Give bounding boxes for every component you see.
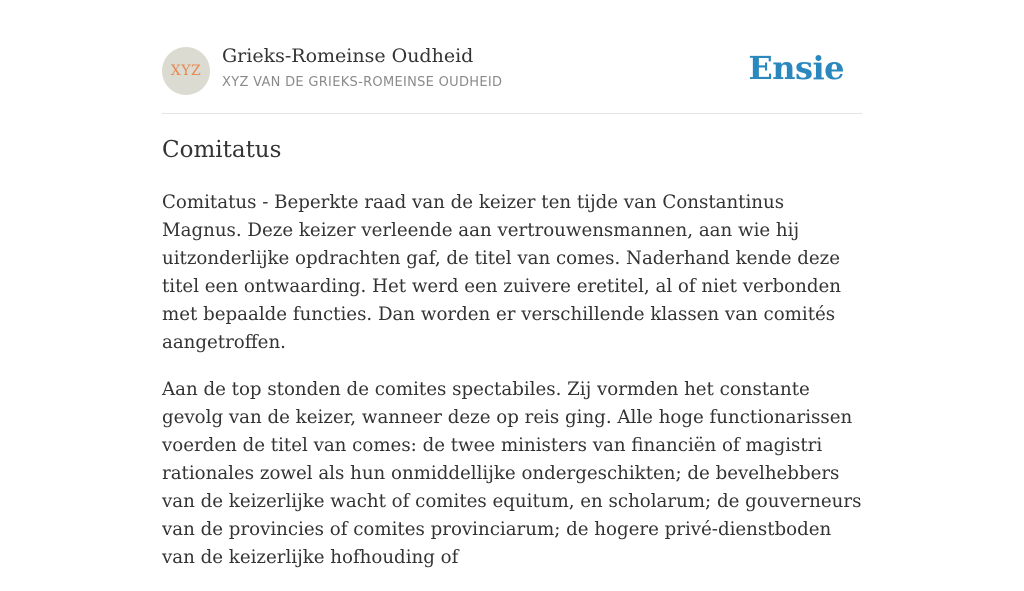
article-body	[162, 189, 866, 591]
article-paragraph: Comitatus - Beperkte raad van de keizer ten tijde van Constantinus Magnus. Deze keizer verleende aan vertrouwensmannen, aan wie hij uitzonderlijke opdrachten gaf, de titel van comes. Naderhand kende deze titel een ontwaarding. Het werd een zuivere eretitel, al of niet verbonden met bepaalde functies. Dan worden er verschillende klassen van comités aangetroffen.	[162, 192, 841, 353]
collection-header	[162, 0, 862, 114]
page-title: Comitatus	[162, 137, 282, 163]
collection-title[interactable]: Grieks-Romeinse Oudheid	[222, 45, 474, 67]
collection-subtitle: XYZ VAN DE GRIEKS-ROMEINSE OUDHEID	[222, 75, 503, 90]
collection-avatar[interactable]: XYZ	[162, 47, 210, 95]
ensie-logo[interactable]: Ensie	[748, 49, 844, 87]
page-container	[162, 0, 862, 568]
article-paragraph: Aan de top stonden de comites spectabiles. Zij vormden het constante gevolg van de keizer, wanneer deze op reis ging. Alle hoge functionarissen voerden de titel van comes: de twee ministers van financiën of magistri rationales zowel als hun onmiddellijke ondergeschikten; de bevelhebbers van de keizerlijke wacht of comites equitum, en scholarum; de gouverneurs van de provincies of comites provinciarum; de hogere privé-dienstboden van de keizerlijke hofhouding of	[162, 379, 862, 568]
